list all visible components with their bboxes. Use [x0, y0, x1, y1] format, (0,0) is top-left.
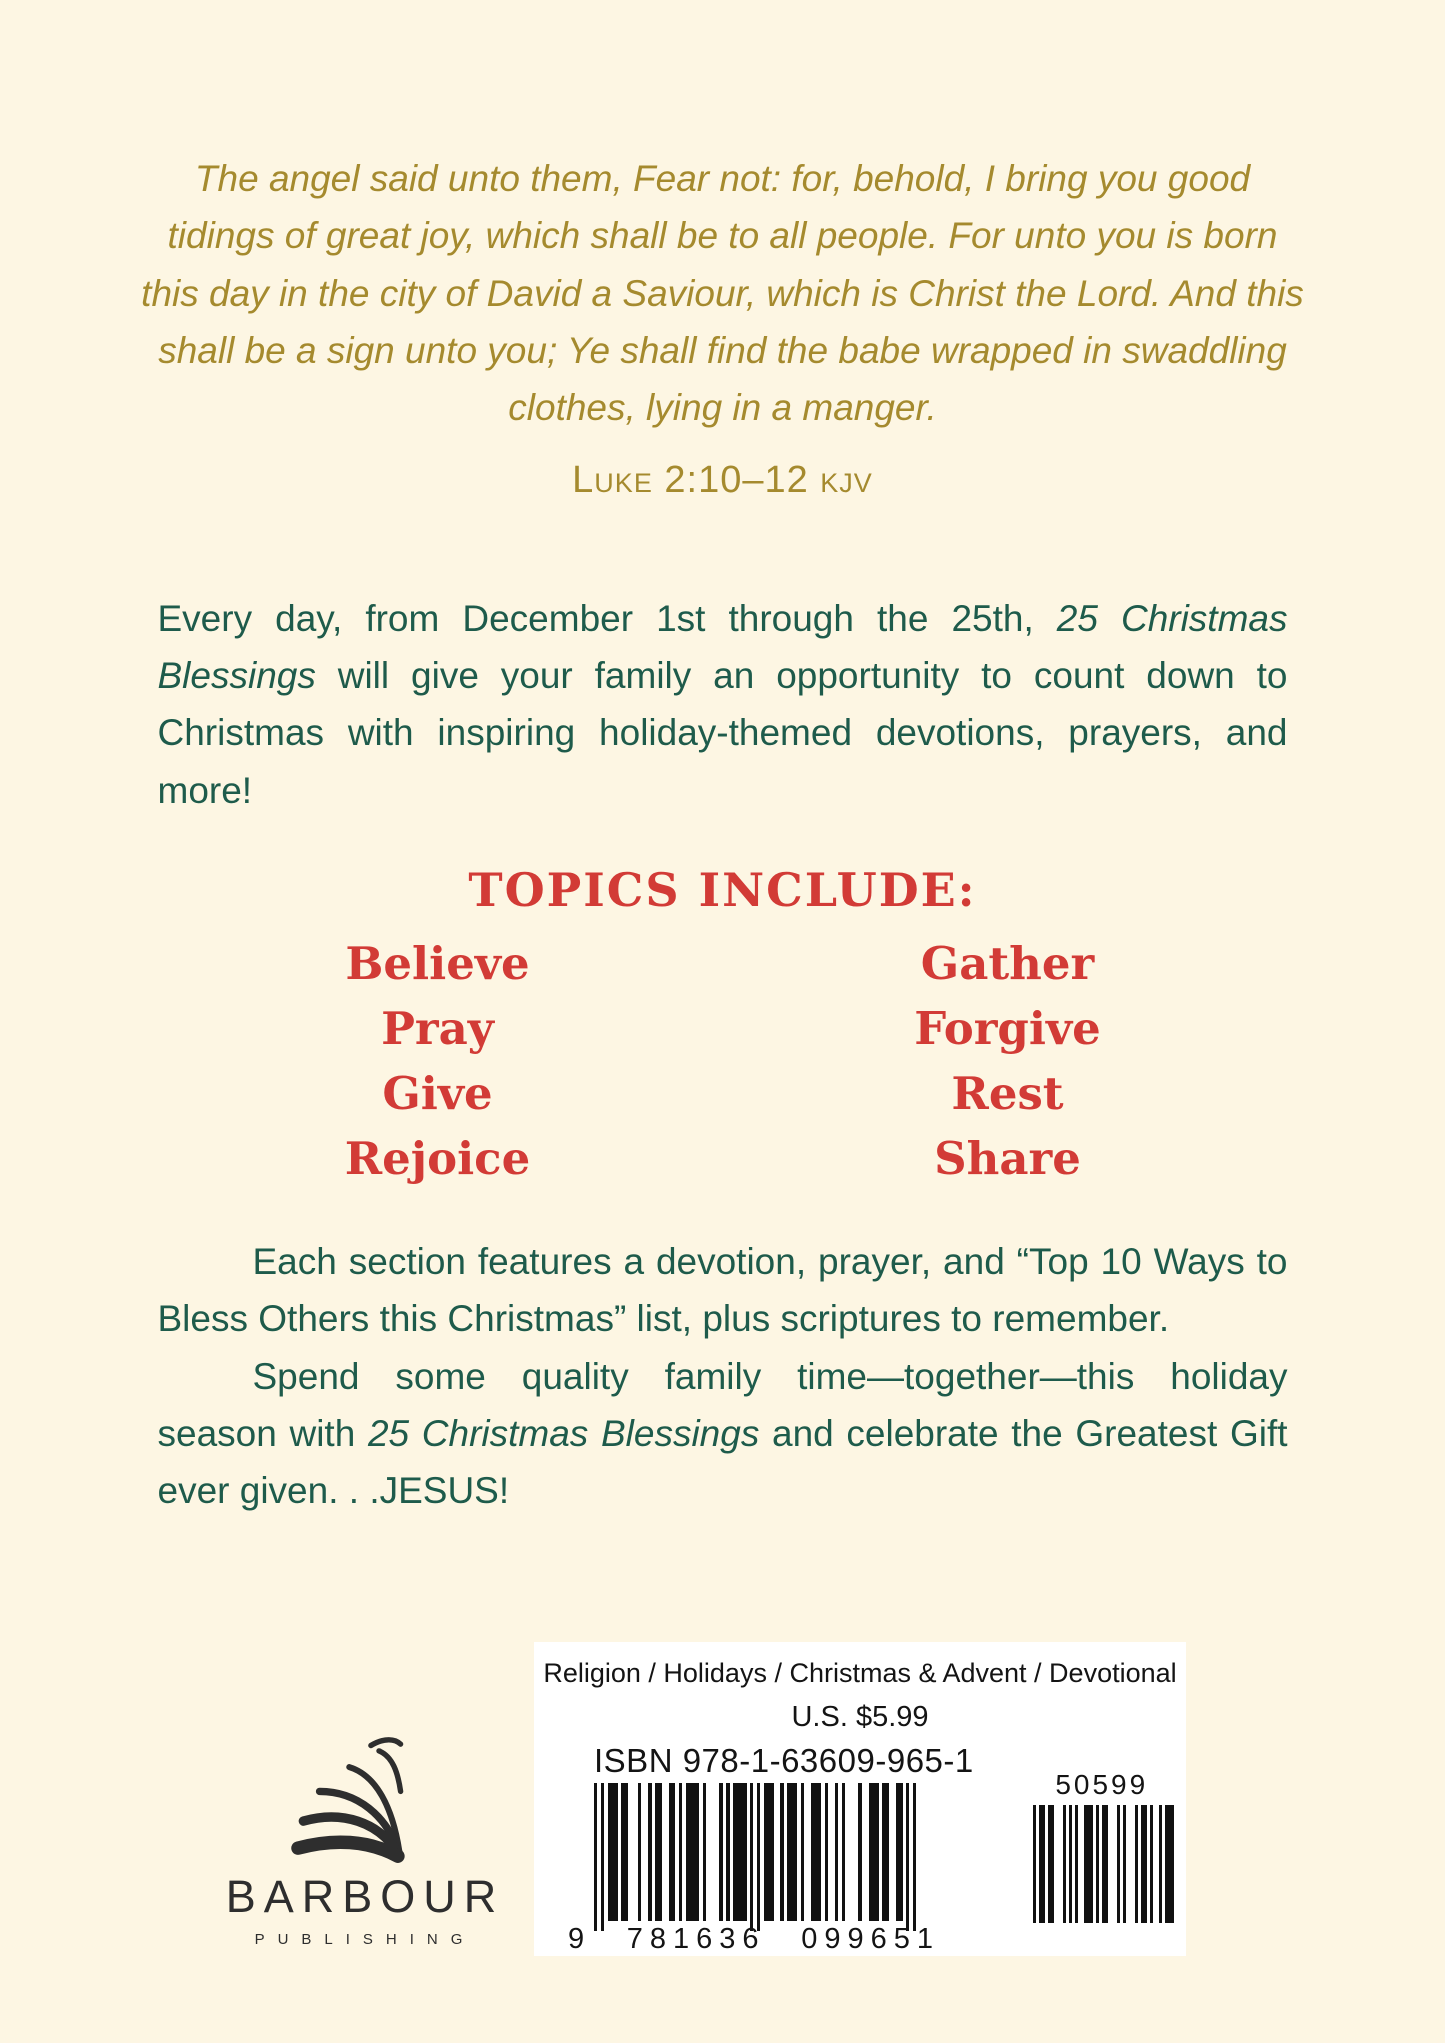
price: U.S. $5.99 [791, 1701, 929, 1733]
publisher-logo-block [205, 1732, 525, 1948]
scripture-reference: Luke 2:10–12 kjv [572, 458, 873, 501]
topic-rejoice: Rejoice [344, 1132, 531, 1186]
body-paragraph-closing: Spend some quality family time—together—this holiday season with 25 Christmas Blessings and celebrate the Greatest Gift ever given. . .JESUS! [157, 1355, 1288, 1512]
barcode-row [534, 1742, 1186, 1956]
ean13-barcode [594, 1783, 974, 1931]
supplement-block [1030, 1769, 1174, 1923]
topic-believe: Believe [345, 937, 530, 991]
ean5-barcode [1030, 1805, 1174, 1923]
ean13-digits [568, 1923, 940, 1956]
topics-heading: TOPICS INCLUDE: [468, 863, 977, 918]
topic-forgive: Forgive [914, 1002, 1101, 1056]
isbn-label: ISBN 978-1-63609-965-1 [594, 1742, 974, 1779]
topic-give: Give [382, 1067, 493, 1121]
publisher-name: BARBOUR [225, 1871, 505, 1922]
publisher-subtitle: PUBLISHING [254, 1931, 476, 1948]
isbn-block [568, 1742, 974, 1956]
intro-paragraph: Every day, from December 1st through the 25th, 25 Christmas Blessings will give your family an opportunity to count down to Christmas with inspiring holiday-themed devotions, prayers, and more! [157, 597, 1288, 811]
topic-pray: Pray [381, 1002, 494, 1056]
category-line: Religion / Holidays / Christmas & Advent / Devotional [543, 1658, 1177, 1688]
topic-gather: Gather [920, 937, 1095, 991]
supplement-code: 50599 [1055, 1769, 1149, 1800]
ean-digit-group: 9 [568, 1923, 592, 1955]
scripture-quote: The angel said unto them, Fear not: for, behold, I bring you good tidings of great joy, which shall be to all people. For unto you is born this day in the city of David a Saviour, which is Christ the Lord. And this shall be a sign unto you; Ye shall find the babe wrapped in swaddling clothes, lying in a manger. [141, 158, 1304, 429]
retail-info-box [534, 1642, 1186, 1956]
topic-share: Share [934, 1132, 1081, 1186]
ean-digit-group: 781636 [626, 1923, 766, 1955]
topics-list [153, 931, 1293, 1191]
topic-rest: Rest [951, 1067, 1064, 1121]
book-pages-icon [258, 1732, 473, 1867]
body-paragraph-sections: Each section features a devotion, prayer, and “Top 10 Ways to Bless Others this Christmas” list, plus scriptures to remember. [157, 1241, 1288, 1340]
ean-digit-group: 099651 [801, 1923, 940, 1955]
